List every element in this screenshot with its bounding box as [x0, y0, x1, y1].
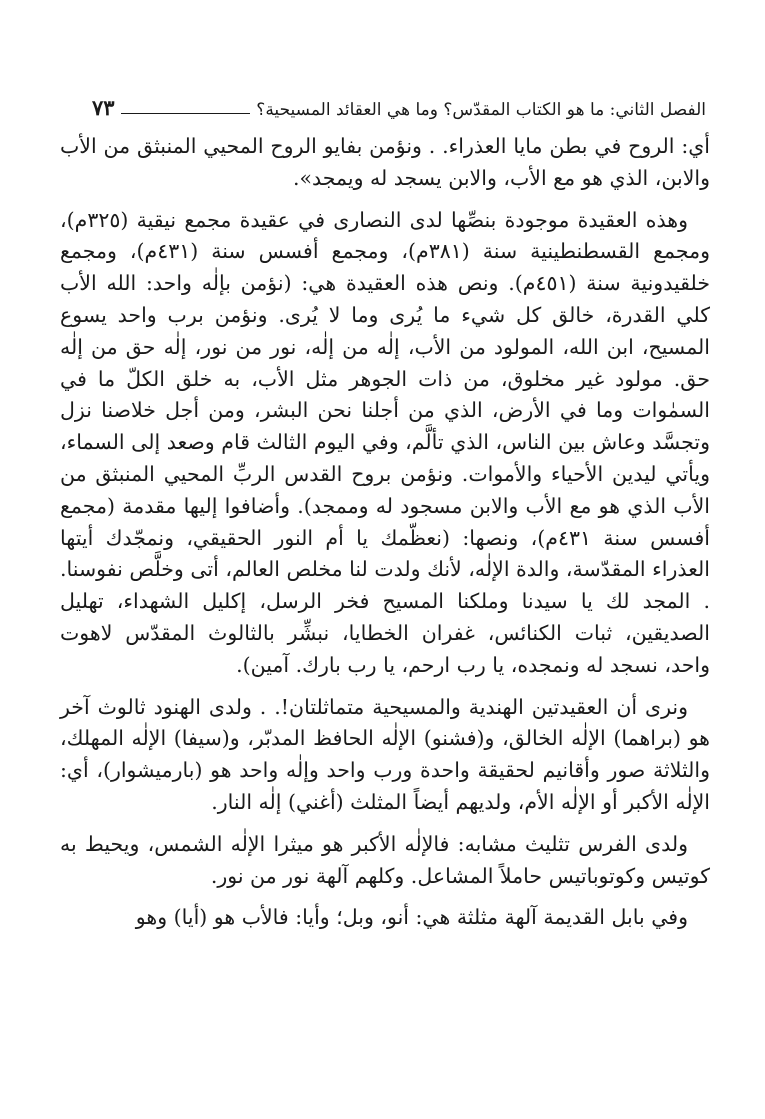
paragraph: وفي بابل القديمة آلهة مثلثة هي: أنو، وبل؛ وأيا: فالأب هو (أيا) وهو [135, 905, 688, 930]
page-number: ٧٣ [92, 95, 115, 120]
chapter-title: الفصل الثاني: ما هو الكتاب المقدّس؟ وما هي العقائد المسيحية؟ [256, 100, 706, 120]
paragraph: ونرى أن العقيدتين الهندية والمسيحية متماثلتان!. . ولدى الهنود ثالوث آخر هو (براهما) الإلٰه الخالق، و(فشنو) الإلٰه الحافظ المدبّر، و(سيفا) الإلٰه المهلك، والثلاثة صور وأقانيم لحقيقة واحدة ورب واحد وإلٰه واحد هو (بارميشوار)، أي: الإلٰه الأكبر أو الإلٰه الأم، ولديهم أيضاً المثلث (أغني) إلٰه النار. [60, 694, 710, 814]
paragraph: وهذه العقيدة موجودة بنصِّها لدى النصارى في عقيدة مجمع نيقية (٣٢٥م)، ومجمع القسطنطينية سنة (٣٨١م)، ومجمع أفسس سنة (٤٣١م)، ومجمع خلقيدونية سنة (٤٥١م). ونص هذه العقيدة هي: (نؤمن بإلٰه واحد: الله الأب كلي القدرة، خالق كل شيء ما يُرى وما لا يُرى. ونؤمن برب واحد يسوع المسيح، ابن الله، المولود من الأب، إلٰه من إلٰه، نور من نور، إلٰه حق من إلٰه حق. مولود غير مخلوق، من ذات الجوهر مثل الأب، به خلق الكلّ ما في السمٰوات وما في الأرض، الذي من أجلنا نحن البشر، ومن أجل خلاصنا نزل وتجسَّد وعاش بين الناس، الذي تألَّم، وفي اليوم الثالث قام وصعد إلى السماء، ويأتي ليدين الأحياء والأموات. ونؤمن بروح القدس الربِّ المحيي المنبثق من الأب الذي هو مع الأب والابن مسجود له وممجد). وأضافوا إليها مقدمة (مجمع أفسس سنة ٤٣١م)، ونصها: (نعظّمك يا أم النور الحقيقي، ونمجّدك أيتها العذراء المقدّسة، والدة الإلٰه، لأنك ولدت لنا مخلص العالم، أتى وخلَّص نفوسنا. . المجد لك يا سيدنا وملكنا المسيح فخر الرسل، إكليل الشهداء، تهليل الصديقين، ثبات الكنائس، غفران الخطايا، نبشِّر بالثالوث المقدّس لاهوت واحد، نسجد له ونمجده، يا رب ارحم، يا رب بارك. آمين). [60, 207, 710, 677]
page-body [60, 131, 710, 934]
paragraph: ولدى الفرس تثليث مشابه: فالإلٰه الأكبر هو ميثرا الإلٰه الشمس، ويحيط به كوتيس وكوتوباتيس حاملاً المشاعل. وكلهم آلهة نور من نور. [60, 831, 710, 888]
running-header [92, 86, 706, 120]
paragraph: أي: الروح في بطن مايا العذراء. . ونؤمن بفايو الروح المحيي المنبثق من الأب والابن، الذي هو مع الأب، والابن يسجد له ويمجد». [60, 134, 710, 190]
header-rule [121, 113, 251, 114]
